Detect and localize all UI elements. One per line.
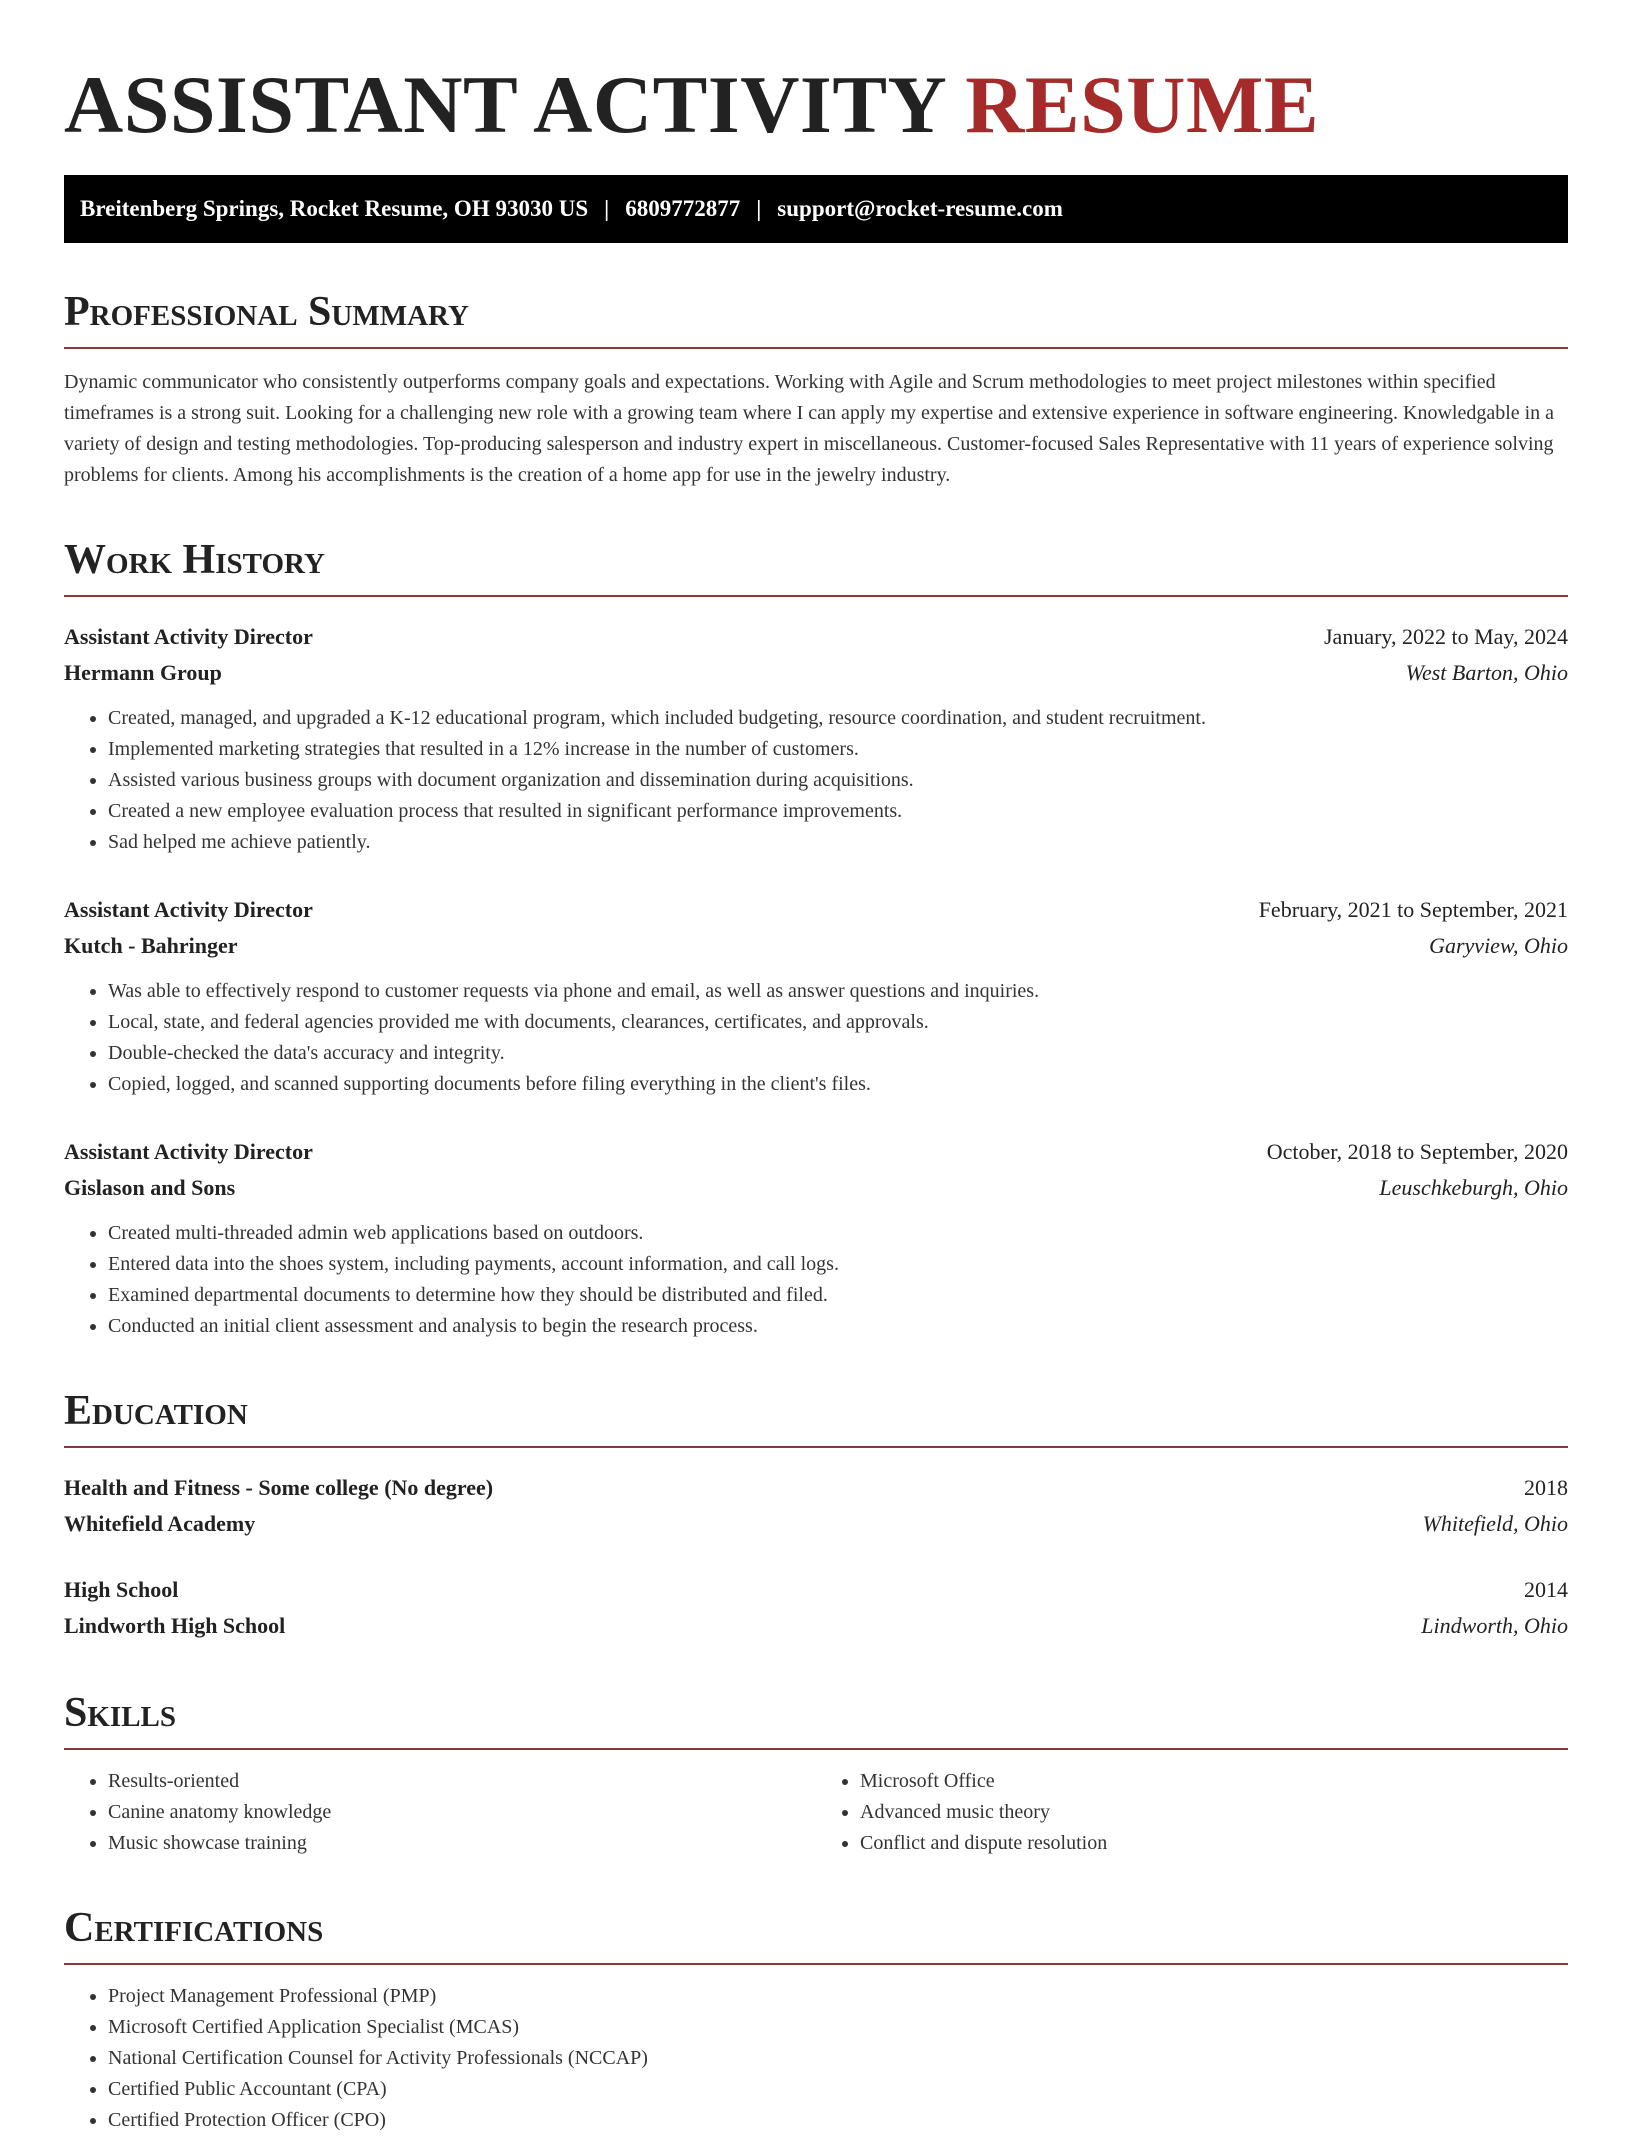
- education-entry: [64, 1470, 1568, 1542]
- job-entry: [64, 619, 1568, 858]
- job-bullet: • Conducted an initial client assessment and analysis to begin the research process.: [108, 1311, 1568, 1342]
- job-location: West Barton, Ohio: [1405, 660, 1568, 685]
- summary-text: Dynamic communicator who consistently outperforms company goals and expectations. Working with Agile and Scrum methodologies to meet project milestones within specified timeframes is a strong suit. Looking for a challenging new role with a growing team where I can apply my expertise and extensive experience in software engineering. Knowledgable in a variety of design and testing methodologies. Top-producing salesperson and industry expert in miscellaneous. Customer-focused Sales Representative with 11 years of experience solving problems for clients. Among his accomplishments is the creation of a home app for use in the jewelry industry.: [64, 371, 1555, 486]
- job-bullet: • Was able to effectively respond to customer requests via phone and email, as well as answer questions and inquiries.: [108, 976, 1568, 1007]
- job-bullet: • Sad helped me achieve patiently.: [108, 827, 1568, 858]
- job-company-row: [64, 1170, 1568, 1206]
- education-degree: Health and Fitness - Some college (No degree): [64, 1475, 494, 1500]
- job-header-row: [64, 892, 1568, 928]
- title-accent: RESUME: [965, 59, 1320, 150]
- job-bullet: • Created, managed, and upgraded a K-12 educational program, which included budgeting, resource coordination, and student recruitment.: [108, 703, 1568, 734]
- skills-list-right: [816, 1766, 1568, 1859]
- job-bullets: [64, 703, 1568, 858]
- resume-title: [64, 55, 1568, 155]
- job-bullet: • Assisted various business groups with document organization and dissemination during acquisitions.: [108, 765, 1568, 796]
- job-bullet: • Created multi-threaded admin web applications based on outdoors.: [108, 1218, 1568, 1249]
- contact-email: support@rocket-resume.com: [777, 196, 1063, 221]
- job-location: Leuschkeburgh, Ohio: [1379, 1175, 1568, 1200]
- education-entry: [64, 1572, 1568, 1644]
- certification-item: • Certified Public Accountant (CPA): [108, 2074, 1568, 2105]
- contact-separator: |: [604, 196, 610, 221]
- summary-heading: Professional Summary: [64, 287, 1568, 349]
- education-school: Lindworth High School: [64, 1613, 286, 1638]
- summary-section: [64, 287, 1568, 491]
- skills-list-left: [64, 1766, 816, 1859]
- job-role: Assistant Activity Director: [64, 897, 313, 922]
- job-company-row: [64, 928, 1568, 964]
- job-bullets: [64, 976, 1568, 1100]
- job-bullet: • Implemented marketing strategies that resulted in a 12% increase in the number of customers.: [108, 734, 1568, 765]
- title-main: ASSISTANT ACTIVITY: [64, 59, 945, 150]
- job-company: Kutch - Bahringer: [64, 933, 238, 958]
- job-company: Hermann Group: [64, 660, 222, 685]
- contact-address: Breitenberg Springs, Rocket Resume, OH 93030 US: [80, 196, 589, 221]
- job-role: Assistant Activity Director: [64, 624, 313, 649]
- job-dates: February, 2021 to September, 2021: [1258, 897, 1568, 922]
- skill-item: • Advanced music theory: [860, 1797, 1568, 1828]
- education-heading: Education: [64, 1386, 1568, 1448]
- job-entry: [64, 892, 1568, 1100]
- skill-item: • Canine anatomy knowledge: [108, 1797, 816, 1828]
- job-dates: January, 2022 to May, 2024: [1324, 624, 1568, 649]
- education-school: Whitefield Academy: [64, 1511, 256, 1536]
- certifications-section: [64, 1903, 1568, 2136]
- certification-item: • Project Management Professional (PMP): [108, 1981, 1568, 2012]
- education-header-row: [64, 1470, 1568, 1506]
- job-header-row: [64, 1134, 1568, 1170]
- certification-item: • Microsoft Certified Application Specialist (MCAS): [108, 2012, 1568, 2043]
- skill-item: • Music showcase training: [108, 1828, 816, 1859]
- certification-item: • National Certification Counsel for Activity Professionals (NCCAP): [108, 2043, 1568, 2074]
- education-location: Lindworth, Ohio: [1421, 1613, 1568, 1638]
- education-header-row: [64, 1572, 1568, 1608]
- skill-item: • Conflict and dispute resolution: [860, 1828, 1568, 1859]
- work-history-section: [64, 535, 1568, 1342]
- skill-item: • Microsoft Office: [860, 1766, 1568, 1797]
- certifications-heading: Certifications: [64, 1903, 1568, 1965]
- education-section: [64, 1386, 1568, 1644]
- skills-columns: [64, 1766, 1568, 1859]
- job-bullet: • Local, state, and federal agencies provided me with documents, clearances, certificates, and approvals.: [108, 1007, 1568, 1038]
- job-bullets: [64, 1218, 1568, 1342]
- education-location: Whitefield, Ohio: [1422, 1511, 1568, 1536]
- contact-separator: |: [756, 196, 762, 221]
- job-entry: [64, 1134, 1568, 1342]
- education-school-row: [64, 1608, 1568, 1644]
- job-bullet: • Entered data into the shoes system, including payments, account information, and call logs.: [108, 1249, 1568, 1280]
- job-bullet: • Created a new employee evaluation process that resulted in significant performance improvements.: [108, 796, 1568, 827]
- education-school-row: [64, 1506, 1568, 1542]
- certification-item: • Certified Protection Officer (CPO): [108, 2105, 1568, 2136]
- job-bullet: • Copied, logged, and scanned supporting documents before filing everything in the client's files.: [108, 1069, 1568, 1100]
- education-year: 2018: [1524, 1475, 1568, 1500]
- job-location: Garyview, Ohio: [1429, 933, 1568, 958]
- skills-heading: Skills: [64, 1688, 1568, 1750]
- education-year: 2014: [1524, 1577, 1568, 1602]
- job-company: Gislason and Sons: [64, 1175, 236, 1200]
- contact-phone: 6809772877: [625, 196, 741, 221]
- education-degree: High School: [64, 1577, 179, 1602]
- job-role: Assistant Activity Director: [64, 1139, 313, 1164]
- job-bullet: • Examined departmental documents to determine how they should be distributed and filed.: [108, 1280, 1568, 1311]
- skills-section: [64, 1688, 1568, 1859]
- certifications-list: [64, 1981, 1568, 2136]
- job-company-row: [64, 655, 1568, 691]
- contact-bar: [64, 175, 1568, 243]
- job-dates: October, 2018 to September, 2020: [1266, 1139, 1568, 1164]
- work-history-heading: Work History: [64, 535, 1568, 597]
- skill-item: • Results-oriented: [108, 1766, 816, 1797]
- job-bullet: • Double-checked the data's accuracy and integrity.: [108, 1038, 1568, 1069]
- job-header-row: [64, 619, 1568, 655]
